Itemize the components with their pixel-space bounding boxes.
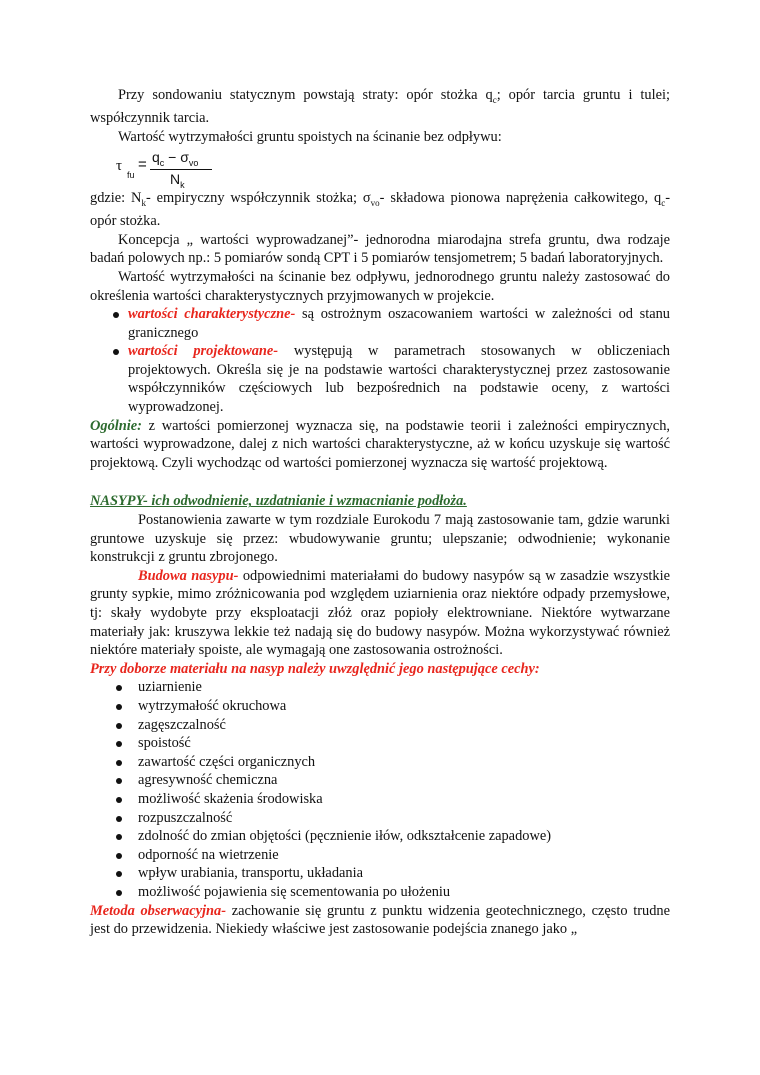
paragraph-budowa-nasypu: Budowa nasypu- odpowiednimi materiałami do budowy nasypów są w zasadzie wszystkie grunty sypkie, mimo zróżnicowania pod względem uziarnienia oraz niektóre odpady przemysłowe, tj: skały wydobyte przy eksploatacji złóż oraz popioły elektrowniane. Niektóre wytwarzane materiały jak: kruszywa lekkie też nadają się do budowy nasypów. Można wykorzystywać również niektóre materiały spoiste, ale wymagają one zastosowania ostrożności.: [90, 567, 670, 659]
list-item: wartości charakterystyczne- są ostrożnym oszacowaniem wartości w zależności od stanu granicznego: [90, 305, 670, 342]
text: ; opór tarcia gruntu i tulei; współczynnik tarcia.: [90, 87, 670, 127]
paragraph-ogolnie: Ogólnie: z wartości pomierzonej wyznacza się, na podstawie teorii i zależności empirycznych, wartości wyprowadzone, dalej z nich wartości charakterystyczne, aż w końcu uzyskuje się wartość projektową. Czyli wychodząc od wartości pomierzonej wyznacza się wartość projektową.: [90, 417, 670, 471]
paragraph-gdzie: gdzie: $N_k-$ empiryczny współczynnik stożka; $\sigma_{vo}-$ składowa pionowa naprężenia całkowitego, $q_c-$ opór stożka.: [90, 189, 670, 230]
formula-numerator: $q_c - \sigma_{vo}$: [152, 148, 199, 168]
list-item: uziarnienie: [90, 678, 670, 697]
subscript: c: [492, 94, 497, 105]
cechy-heading: Przy doborze materiału na nasyp należy uwzględnić jego następujące cechy:: [90, 660, 540, 677]
paragraph-wytrzymalosc: Wartość wytrzymałości gruntu spoistych na ścinanie bez odpływu:: [118, 129, 502, 146]
list-wartosci: [90, 305, 670, 417]
paragraph-metoda-obserwacyjna: Metoda obserwacyjna- zachowanie się gruntu z punktu widzenia geotechnicznego, często trudne jest do przewidzenia. Niekiedy właściwe jest zastosowanie podejścia znanego jako „: [90, 902, 670, 938]
list-item: zawartość części organicznych: [90, 753, 670, 772]
formula-tau: τ: [116, 157, 123, 174]
list-item: zdolność do zmian objętości (pęcznienie iłów, odkształcenie zapadowe): [90, 827, 670, 846]
list-item: wartości projektowane- występują w parametrach stosowanych w obliczeniach projektowych. Określa się je na podstawie wartości charakterystycznej przez zastosowanie współczynników częściowych lub bezpośrednich na podstawie oceny, z wartości wyprowadzonej.: [90, 342, 670, 416]
list-item: rozpuszczalność: [90, 809, 670, 828]
formula-denominator: $N_k$: [170, 170, 185, 190]
paragraph-postanowienia: Postanowienia zawarte w tym rozdziale Eurokodu 7 mają zastosowanie tam, gdzie warunki gruntowe uzyskuje się przez: wbudowywanie gruntu; ulepszanie; odwodnienie; wykonanie konstrukcji z gruntu zbrojonego.: [90, 512, 670, 566]
list-item: spoistość: [90, 734, 670, 753]
list-item: agresywność chemiczna: [90, 771, 670, 790]
paragraph-koncepcja: Koncepcja „ wartości wyprowadzanej”- jednorodna miarodajna strefa gruntu, dwa rodzaje badań polowych np.: 5 pomiarów sondą CPT i 5 pomiarów tensjometrem; 5 badań laboratoryjnych.: [90, 231, 670, 267]
list-cechy: [90, 678, 670, 901]
paragraph-sondowanie: [90, 86, 670, 128]
document-page: [90, 86, 670, 939]
formula-equals: =: [138, 155, 147, 173]
text: Przy sondowaniu statycznym powstają straty: opór stożka q: [118, 87, 493, 103]
list-item: odporność na wietrzenie: [90, 846, 670, 865]
list-item: możliwość pojawienia się scementowania po ułożeniu: [90, 883, 670, 902]
list-item: wpływ urabiania, transportu, układania: [90, 864, 670, 883]
list-item: zagęszczalność: [90, 716, 670, 735]
list-item: wytrzymałość okruchowa: [90, 697, 670, 716]
section-heading-nasypy: NASYPY- ich odwodnienie, uzdatnianie i wzmacnianie podłoża.: [90, 493, 467, 510]
formula-tau-fu: [90, 149, 670, 189]
formula-tau-subscript: fu: [127, 169, 135, 180]
list-item: możliwość skażenia środowiska: [90, 790, 670, 809]
paragraph-wartosc-wytrzymalosci: Wartość wytrzymałości na ścinanie bez odpływu, jednorodnego gruntu należy zastosować do określenia wartości charakterystycznych przyjmowanych w projekcie.: [90, 268, 670, 304]
